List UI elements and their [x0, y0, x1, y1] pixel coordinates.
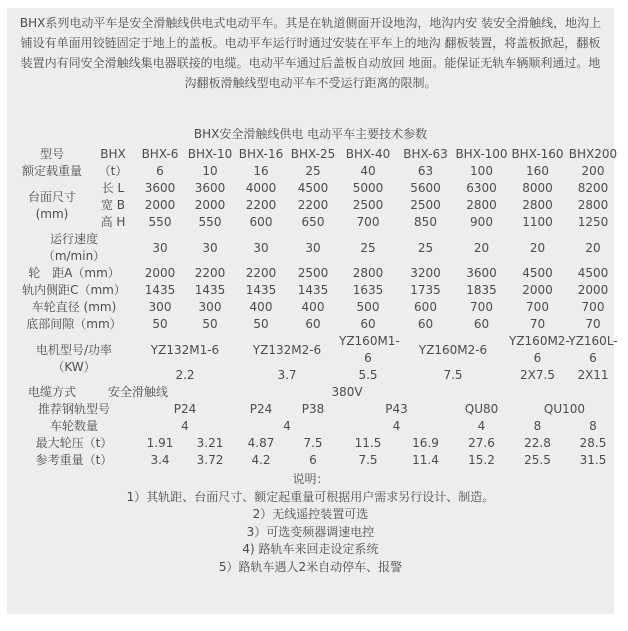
cell-value: 5600	[410, 181, 441, 195]
table-row	[13, 435, 620, 452]
table-row	[13, 197, 620, 214]
column-header: BHX-16	[238, 147, 284, 161]
table-row	[13, 418, 620, 435]
cell-value: 30	[202, 240, 218, 255]
cell-value: 3600	[144, 181, 176, 195]
cell-value: 50	[152, 317, 168, 331]
cell-value: 400	[301, 300, 325, 314]
cell-value: 4500	[297, 181, 329, 195]
cell-value: 3.72	[196, 453, 224, 467]
cell-value: P43	[385, 402, 408, 416]
cell-value: 100	[470, 164, 493, 178]
column-header: 型号	[39, 147, 64, 161]
cell-value: 300	[198, 300, 222, 314]
cell-value: 700	[470, 300, 493, 314]
cell-value: 25	[360, 240, 376, 255]
cell-value: （t）	[98, 164, 128, 178]
table-row	[13, 214, 620, 231]
column-header: BHX-63	[403, 147, 448, 161]
cell-value: 2000	[144, 198, 176, 212]
table-row	[13, 333, 620, 367]
cell-value: 5000	[352, 181, 384, 195]
cell-value: 1435	[297, 283, 329, 297]
cell-value: 3.4	[150, 453, 170, 467]
cell-value: 500	[356, 300, 380, 314]
row-label: 台面尺寸 (mm)	[27, 189, 76, 221]
cell-value: 3600	[466, 266, 497, 280]
cell-value: 700	[581, 300, 605, 314]
cell-value: 70	[529, 317, 546, 331]
cell-value: 1250	[577, 215, 609, 229]
cell-value: 380V	[331, 385, 363, 399]
cell-value: YZ160M2-6	[418, 342, 488, 357]
column-header: BHX-100	[455, 147, 508, 161]
cell-value: 2800	[522, 198, 553, 212]
cell-value: 10	[202, 164, 218, 178]
cell-value: 700	[526, 300, 549, 314]
cell-value: 3600	[194, 181, 226, 195]
cell-value: 2X11	[577, 368, 609, 382]
cell-value: 3.7	[277, 368, 297, 382]
cell-value: 20	[585, 240, 601, 255]
cell-value: 8000	[522, 181, 553, 195]
cell-value: 60	[417, 317, 434, 331]
cell-value: 63	[417, 164, 434, 178]
table-row	[13, 282, 620, 299]
cell-value: 3.21	[196, 436, 224, 450]
row-label: 轮 距A（mm）	[28, 266, 120, 280]
cell-value: 25	[417, 240, 434, 255]
cell-value: 900	[470, 215, 493, 229]
cell-value: 7.5	[303, 436, 323, 450]
cell-value: 22.8	[524, 436, 551, 450]
cell-value: 2200	[245, 266, 277, 280]
row-label: 底部间隙（mm）	[26, 317, 122, 331]
row-label: 宽 B	[100, 198, 126, 212]
cell-value: 6300	[466, 181, 497, 195]
cell-value: 200	[581, 164, 605, 178]
cell-value: YZ132M2-6	[252, 342, 322, 357]
table-row	[13, 231, 620, 265]
cell-value: P38	[301, 402, 325, 416]
table-row	[13, 163, 620, 180]
spec-table	[13, 146, 620, 469]
cell-value: 1735	[410, 283, 441, 297]
row-label: 电机型号/功率 （KW）	[35, 342, 113, 374]
cell-value: 30	[305, 240, 321, 255]
cell-value: 5.5	[358, 368, 378, 382]
cell-value: YZ160M2-6	[509, 334, 570, 365]
cell-value: 16	[253, 164, 269, 178]
table-row	[13, 316, 620, 333]
table-row	[13, 299, 620, 316]
cell-value: 20	[473, 240, 490, 255]
cell-value: QU80	[464, 402, 499, 416]
cell-value: 30	[152, 240, 168, 255]
cell-value: 70	[585, 317, 601, 331]
cell-value: P24	[249, 402, 273, 416]
cell-value: 160	[526, 164, 549, 178]
cell-value: 4.2	[251, 453, 271, 467]
table-row	[13, 265, 620, 282]
cell-value: 2X7.5	[520, 368, 555, 382]
cell-value: 8200	[577, 181, 609, 195]
content-panel	[7, 8, 618, 614]
cell-value: 25.5	[524, 453, 551, 467]
cell-value: 600	[249, 215, 273, 229]
cell-value: 3200	[410, 266, 441, 280]
column-header: BHX-10	[187, 147, 233, 161]
cell-value: 30	[253, 240, 269, 255]
row-label: 额定载重量	[21, 164, 82, 178]
cell-value: 7.5	[358, 453, 378, 467]
notes-heading: 说明：	[292, 472, 329, 486]
cell-value: 60	[360, 317, 376, 331]
notes-section	[13, 471, 608, 576]
row-label: 车轮直径 (mm)	[31, 300, 117, 314]
cell-value: 400	[249, 300, 273, 314]
table-row	[13, 180, 620, 197]
row-label: 最大轮压（t）	[35, 436, 113, 450]
cell-value	[509, 384, 620, 401]
cell-value: YZ160L-6	[568, 334, 618, 365]
cell-value: 550	[148, 215, 172, 229]
cell-value: 4	[283, 419, 291, 433]
cell-value: 安全滑触线	[107, 385, 168, 399]
cell-value: 11.5	[354, 436, 382, 450]
cell-value: 40	[360, 164, 376, 178]
column-header: BHX200	[568, 147, 618, 161]
cell-value: 50	[253, 317, 269, 331]
cell-value: 600	[414, 300, 437, 314]
cell-value: 4500	[577, 266, 609, 280]
cell-value: 1100	[522, 215, 553, 229]
row-label: 高 H	[100, 215, 126, 229]
table-row	[13, 452, 620, 469]
cell-value: 4.87	[247, 436, 275, 450]
column-header: BHX-6	[141, 147, 179, 161]
cell-value: 2800	[352, 266, 384, 280]
cell-value: 550	[198, 215, 222, 229]
note-line: 2）无线遥控装置可选	[252, 507, 369, 521]
note-line: 5）路轨车遇人2米自动停车、报警	[218, 559, 403, 574]
cell-value: 4	[477, 419, 486, 433]
cell-value: 15.2	[468, 453, 495, 467]
cell-value: 2500	[352, 198, 384, 212]
cell-value: 1435	[144, 283, 176, 297]
column-header: BHX-160	[511, 147, 564, 161]
table-row	[13, 384, 620, 401]
cell-value: 20	[529, 240, 546, 255]
note-line: 1）其轨距、台面尺寸、额定起重量可根据用户需求另行设计、制造。	[126, 489, 495, 504]
row-label: 推荐钢轨型号	[37, 402, 110, 416]
cell-value: 2200	[194, 266, 226, 280]
cell-value: 4	[392, 419, 401, 433]
cell-value: 2800	[466, 198, 497, 212]
cell-value: 2200	[297, 198, 329, 212]
row-label: 车轮数量	[49, 419, 98, 433]
cell-value: 8	[589, 419, 597, 433]
cell-value: 2200	[245, 198, 277, 212]
cell-value: 2000	[577, 283, 609, 297]
cell-value: 1435	[245, 283, 277, 297]
column-header: BHX-25	[290, 147, 336, 161]
note-line: 4) 路轨车来回走设定系统	[242, 542, 379, 556]
spec-table-body	[13, 146, 620, 469]
table-row	[13, 146, 620, 163]
cell-value: 2800	[577, 198, 609, 212]
column-header: BHX-40	[345, 147, 391, 161]
cell-value: 850	[414, 215, 437, 229]
intro-paragraph: BHX系列电动平车是安全滑触线供电式电动平车。其是在轨道侧面开设地沟，地沟内安 装安全滑触线，地沟上铺设有单面用铰链固定于地上的盖板。电动平车运行时通过安装在平车上的地沟 翻板装置，将盖板掀起，翻板装置内有同安全滑触线集电器联接的电缆。电动平车通过后盖板自动放回 地面。能保证无轨车辆顺利通过。地沟翻板滑触线型电动平车不受运行距离的限制。	[19, 16, 602, 90]
row-label: 运行速度 （m/min）	[42, 232, 106, 263]
cell-value: 4000	[245, 181, 277, 195]
cell-value: 60	[305, 317, 321, 331]
cell-value: 11.4	[412, 453, 439, 467]
cell-value: 2000	[194, 198, 226, 212]
cell-value: 2000	[522, 283, 553, 297]
cell-value: 4500	[522, 266, 553, 280]
row-label: 2.2	[175, 368, 195, 382]
cell-value: 16.9	[412, 436, 439, 450]
cell-value: YZ132M1-6	[150, 342, 220, 357]
column-header: BHX	[100, 147, 126, 161]
cell-value: 1635	[352, 283, 384, 297]
cell-value: 2000	[144, 266, 176, 280]
cell-value: 27.6	[468, 436, 495, 450]
cell-value: 31.5	[579, 453, 607, 467]
spec-table-title: BHX安全滑触线供电 电动平车主要技术参数	[193, 127, 428, 141]
cell-value: 2500	[410, 198, 441, 212]
cell-value: 50	[202, 317, 218, 331]
row-label: 电缆方式	[27, 385, 76, 399]
cell-value: YZ160M1-6	[339, 334, 400, 365]
cell-value: 60	[473, 317, 490, 331]
cell-value: 1835	[466, 283, 497, 297]
cell-value: 300	[148, 300, 172, 314]
note-line: 3）可选变频器调速电控	[246, 524, 375, 539]
cell-value: P24	[173, 402, 197, 416]
cell-value: 1435	[194, 283, 226, 297]
cell-value: 25	[305, 164, 321, 178]
cell-value: 长 L	[101, 181, 125, 195]
row-label: 参考重量（t）	[35, 453, 113, 467]
cell-value: 1.91	[146, 436, 174, 450]
cell-value: 28.5	[579, 436, 607, 450]
table-row	[13, 401, 620, 418]
cell-value: 2500	[297, 266, 329, 280]
cell-value: 7.5	[443, 368, 463, 382]
cell-value: QU100	[543, 402, 586, 416]
cell-value: 8	[533, 419, 542, 433]
cell-value: 700	[356, 215, 380, 229]
cell-value: 4	[181, 419, 189, 433]
cell-value: 650	[301, 215, 325, 229]
cell-value: 6	[156, 164, 164, 178]
cell-value: 6	[309, 453, 317, 467]
row-label: 轨内侧距C（mm）	[22, 283, 126, 297]
